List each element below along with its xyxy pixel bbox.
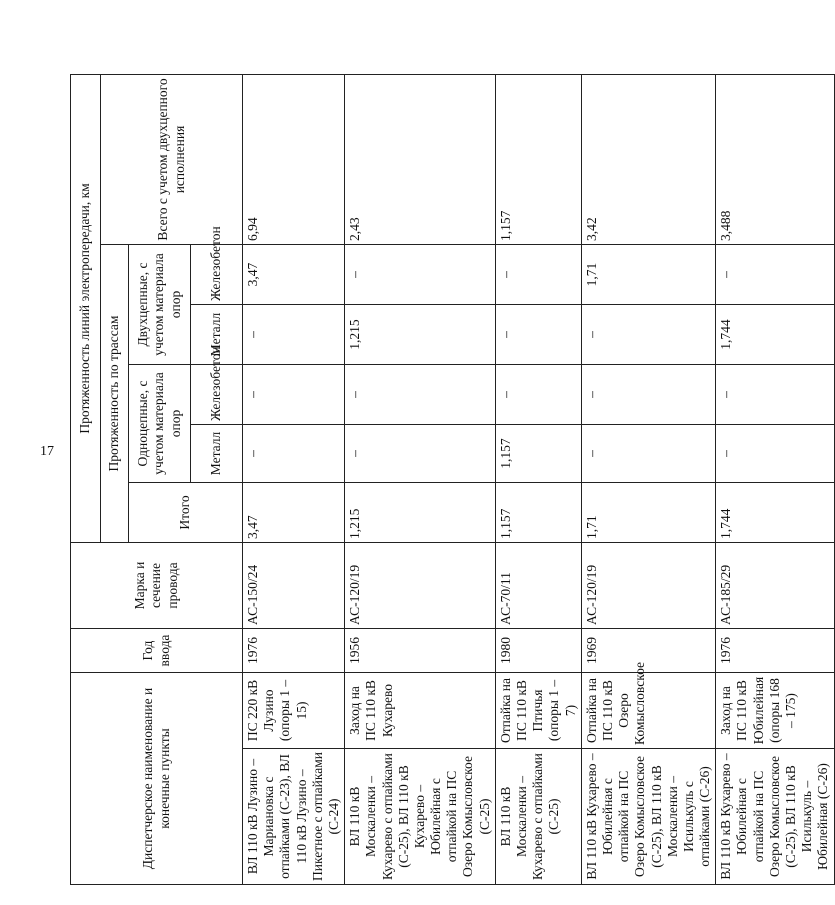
row-wire: АС-70/11 [495, 543, 581, 629]
row-wire: АС-120/19 [581, 543, 716, 629]
row-name: ВЛ 110 кВ Москаленки – Кухарево с отпайками (С-25), ВЛ 110 кВ Кухарево – Юбилейная с отпайкой на ПС Озеро Комысловское (С-25) [345, 749, 496, 885]
header-year: Год ввода [71, 629, 243, 673]
row-double-concrete: 3,47 [243, 245, 345, 305]
header-double-circuit: Двухцепные, с учетом материала опор [129, 245, 191, 365]
row-single-concrete: – [345, 365, 496, 425]
row-single-metal: – [345, 425, 496, 483]
rotated-table-container [70, 75, 831, 885]
row-double-concrete: – [716, 245, 834, 305]
row-year: 1976 [243, 629, 345, 673]
row-grand-total: 6,94 [243, 74, 345, 244]
row-grand-total: 3,42 [581, 74, 716, 244]
header-total: Итого [129, 483, 243, 543]
row-wire: АС-150/24 [243, 543, 345, 629]
row-year: 1976 [716, 629, 834, 673]
row-points: ПС 220 кВ Лузино (опоры 1 – 15) [243, 673, 345, 749]
header-name: Диспетчерское наименование и конечные пункты [71, 673, 243, 885]
row-double-metal: 1,744 [716, 305, 834, 365]
table-row [495, 74, 581, 884]
row-double-concrete: 1,71 [581, 245, 716, 305]
header-total-two-circuit: Всего с учетом двухцепного исполнения [101, 74, 243, 244]
row-double-concrete: – [495, 245, 581, 305]
header-by-routes: Протяженность по трассам [101, 245, 129, 543]
row-single-metal: – [581, 425, 716, 483]
row-total: 1,744 [716, 483, 834, 543]
row-double-metal: 1,215 [345, 305, 496, 365]
header-double-metal: Металл [191, 305, 243, 365]
row-name: ВЛ 110 кВ Кухарево – Юбилейная с отпайкой на ПС Озеро Комысловское (С-25), ВЛ 110 кВ Исилькуль – Юбилейная (С-26) [716, 749, 834, 885]
row-double-metal: – [243, 305, 345, 365]
row-grand-total: 3,488 [716, 74, 834, 244]
table-row [581, 74, 716, 884]
row-double-metal: – [581, 305, 716, 365]
row-double-metal: – [495, 305, 581, 365]
row-grand-total: 2,43 [345, 74, 496, 244]
row-single-concrete: – [495, 365, 581, 425]
header-wire: Марка и сечение провода [71, 543, 243, 629]
row-wire: АС-120/19 [345, 543, 496, 629]
row-name: ВЛ 110 кВ Лузино – Мариановка с отпайками (С-23), ВЛ 110 кВ Лузино – Пикетное с отпайками (С-24) [243, 749, 345, 885]
header-length-group: Протяженность линий электропередачи, км [71, 74, 101, 542]
row-total: 3,47 [243, 483, 345, 543]
header-single-circuit: Одноцепные, с учетом материала опор [129, 365, 191, 483]
header-single-metal: Металл [191, 425, 243, 483]
row-points: Отпайка на ПС 110 кВ Озеро Комысловское [581, 673, 716, 749]
row-total: 1,157 [495, 483, 581, 543]
row-single-metal: 1,157 [495, 425, 581, 483]
row-single-concrete: – [243, 365, 345, 425]
header-double-concrete: Железобетон [191, 245, 243, 305]
row-total: 1,71 [581, 483, 716, 543]
row-grand-total: 1,157 [495, 74, 581, 244]
row-year: 1969 [581, 629, 716, 673]
row-name: ВЛ 110 кВ Москаленки – Кухарево с отпайками (С-25) [495, 749, 581, 885]
row-wire: АС-185/29 [716, 543, 834, 629]
row-year: 1980 [495, 629, 581, 673]
row-name: ВЛ 110 кВ Кухарево – Юбилейная с отпайкой на ПС Озеро Комысловское (С-25), ВЛ 110 кВ Москаленки – Исилькуль с отпайками (С-26) [581, 749, 716, 885]
table-row [345, 74, 496, 884]
row-total: 1,215 [345, 483, 496, 543]
page-number: 17 [40, 444, 54, 459]
row-single-metal: – [716, 425, 834, 483]
header-single-concrete: Железобетон [191, 365, 243, 425]
row-single-concrete: – [716, 365, 834, 425]
power-lines-table [70, 74, 835, 885]
row-points: Заход на ПС 110 кВ Юбилейная (опоры 168 – 175) [716, 673, 834, 749]
row-points: Отпайка на ПС 110 кВ Птичья (опоры 1 – 7) [495, 673, 581, 749]
row-single-concrete: – [581, 365, 716, 425]
table-row [243, 74, 345, 884]
row-year: 1956 [345, 629, 496, 673]
table-row [716, 74, 834, 884]
row-single-metal: – [243, 425, 345, 483]
row-double-concrete: – [345, 245, 496, 305]
row-points: Заход на ПС 110 кВ Кухарево [345, 673, 496, 749]
